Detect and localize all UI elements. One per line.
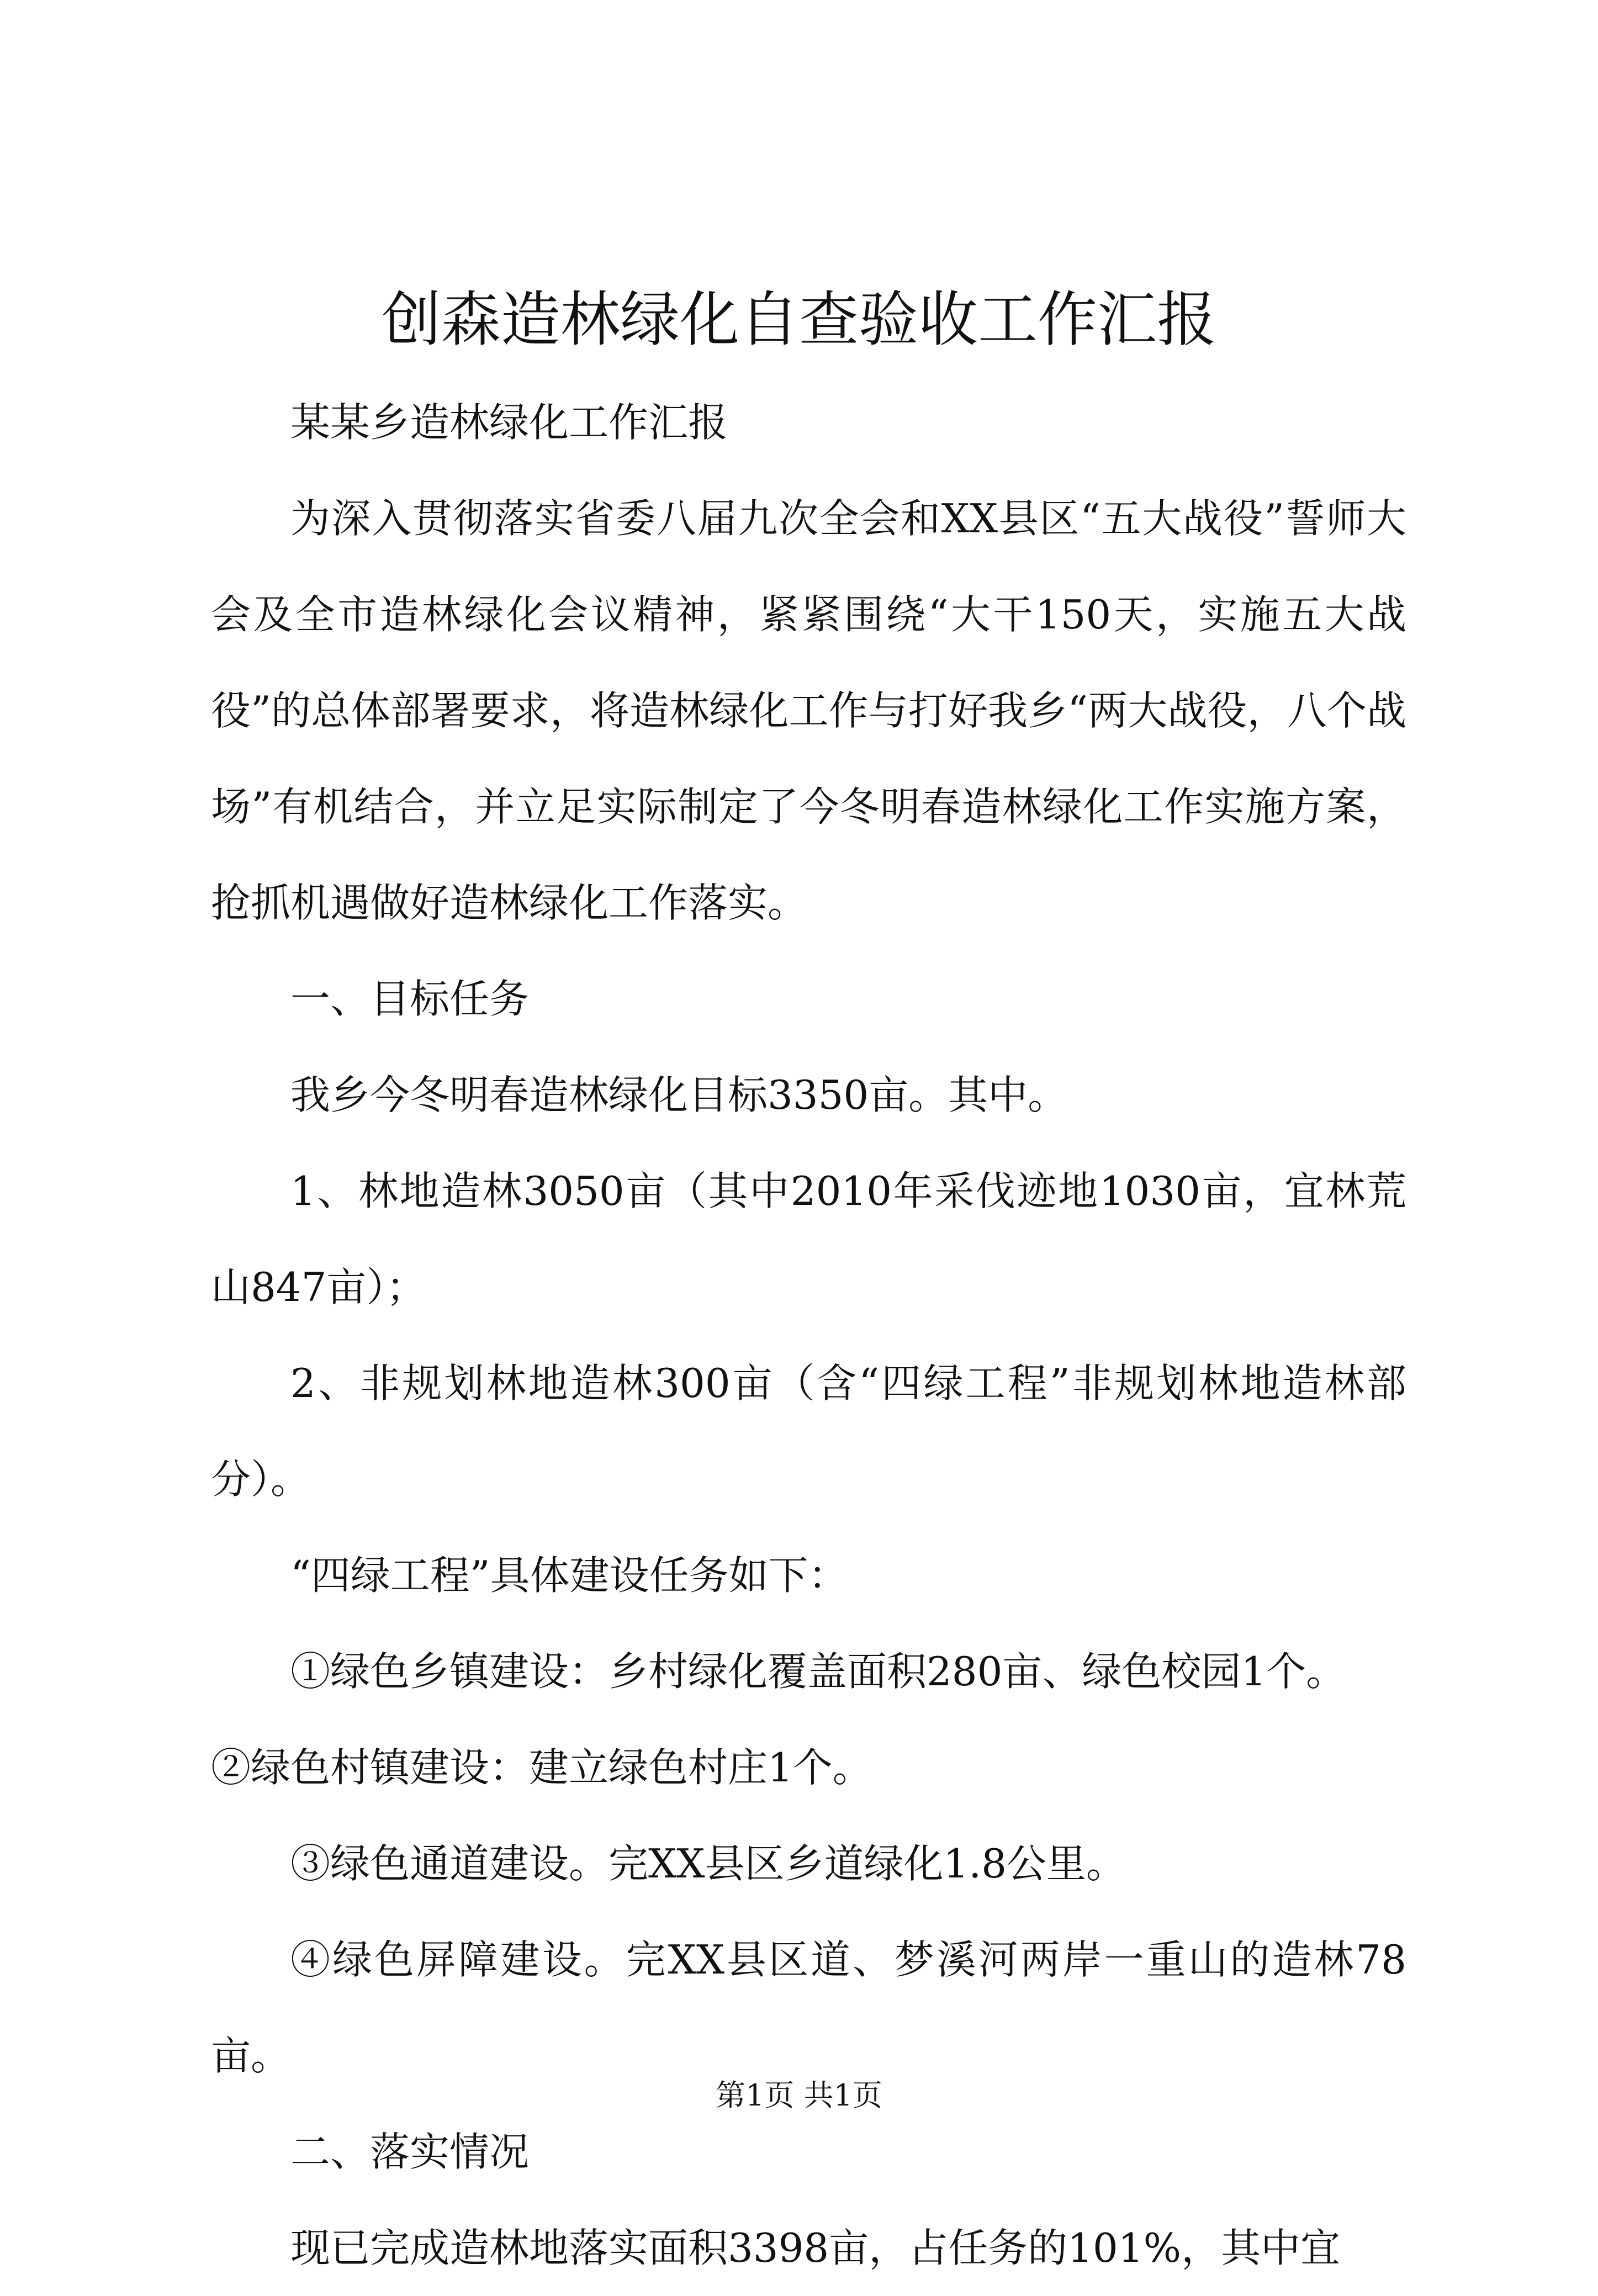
page-footer: 第1页 共1页 — [716, 2078, 882, 2113]
paragraph-green-village: ②绿色村镇建设：建立绿色村庄1个。 — [211, 1744, 872, 1791]
paragraph-implementation: 现已完成造林地落实面积3398亩，占任务的101%，其中宜 — [290, 2225, 1341, 2271]
paragraph-green-barrier: ④绿色屏障建设。完XX县区道、梦溪河两岸一重山的造林78亩。 — [211, 1937, 1406, 2079]
paragraph-goal-total: 我乡今冬明春造林绿化目标3350亩。其中。 — [290, 1072, 1068, 1118]
section-heading-implementation: 二、落实情况 — [290, 2129, 530, 2175]
paragraph-intro: 为深入贯彻落实省委八届九次全会和XX县区“五大战役”誓师大会及全市造林绿化会议精神，紧紧围绕“大干150天，实施五大战役”的总体部署要求，将造林绿化工作与打好我乡“两大战役，八个战场”有机结合，并立足实际制定了今冬明春造林绿化工作实施方案，抢抓机遇做好造林绿化工作落实。 — [211, 495, 1406, 926]
paragraph-item-1: 1、林地造林3050亩（其中2010年采伐迹地1030亩，宜林荒山847亩）； — [211, 1168, 1406, 1310]
paragraph-four-green-intro: “四绿工程”具体建设任务如下： — [290, 1552, 848, 1599]
paragraph-green-road: ③绿色通道建设。完XX县区乡道绿化1.8公里。 — [290, 1840, 1126, 1887]
page-title: 创森造林绿化自查验收工作汇报 — [381, 285, 1216, 355]
paragraph-subtitle: 某某乡造林绿化工作汇报 — [290, 399, 728, 446]
document-body — [211, 374, 1406, 2296]
paragraph-green-town: ①绿色乡镇建设：乡村绿化覆盖面积280亩、绿色校园1个。 — [290, 1648, 1346, 1695]
section-heading-goals: 一、目标任务 — [290, 976, 530, 1022]
paragraph-item-2: 2、非规划林地造林300亩（含“四绿工程”非规划林地造林部分）。 — [211, 1360, 1406, 1503]
